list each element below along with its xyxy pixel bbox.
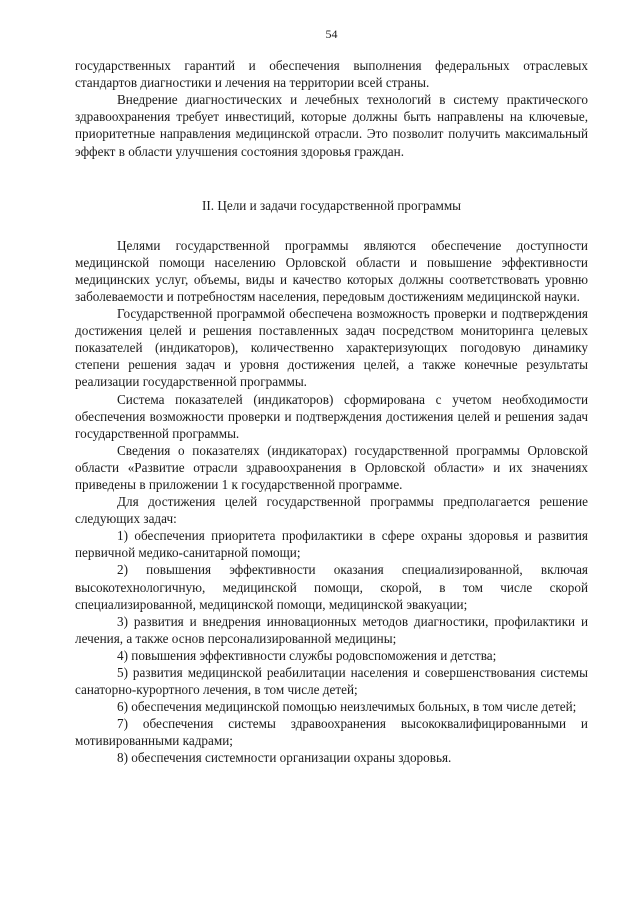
task-item: 1) обеспечения приоритета профилактики в сфере охраны здоровья и развития первичной медико-санитарной помощи; — [75, 528, 588, 561]
task-item: 4) повышения эффективности службы родовспоможения и детства; — [117, 647, 497, 663]
body-paragraph: Целями государственной программы являются обеспечение доступности медицинской помощи населению Орловской области и повышение эффективности медицинских услуг, объемы, виды и качество которых должны соответствовать уровню заболеваемости и потребностям населения, передовым достижениям медицинской науки. — [75, 237, 588, 304]
intro-paragraph: Внедрение диагностических и лечебных технологий в систему практического здравоохранения требует инвестиций, которые должны быть направлены на ключевые, приоритетные направления медицинской отрасли. Это позволит получить максимальный эффект в области улучшения состояния здоровья граждан. — [75, 92, 588, 159]
task-item: 8) обеспечения системности организации охраны здоровья. — [117, 750, 452, 766]
task-item: 7) обеспечения системы здравоохранения высококвалифицированными и мотивированными кадрами; — [75, 716, 588, 749]
task-item: 5) развития медицинской реабилитации населения и совершенствования системы санаторно-курортного лечения, в том числе детей; — [75, 665, 588, 698]
body-paragraph: Для достижения целей государственной программы предполагается решение следующих задач: — [75, 494, 588, 527]
intro-paragraph: государственных гарантий и обеспечения выполнения федеральных отраслевых стандартов диагностики и лечения на территории всей страны. — [75, 58, 588, 91]
task-item: 2) повышения эффективности оказания специализированной, включая высокотехнологичную, медицинской помощи, скорой, в том числе скорой специализированной, медицинской помощи, медицинской эвакуации; — [75, 562, 588, 612]
task-item: 3) развития и внедрения инновационных методов диагностики, профилактики и лечения, а также основ персонализированной медицины; — [75, 613, 588, 646]
body-paragraph: Сведения о показателях (индикаторах) государственной программы Орловской области «Развитие отрасли здравоохранения в Орловской области» и их значениях приведены в приложении 1 к государственной программе. — [75, 442, 588, 492]
body-paragraph: Государственной программой обеспечена возможность проверки и подтверждения достижения целей и решения поставленных задач посредством мониторинга целевых показателей (индикаторов), количественно характеризующих погодовую динамику степени решения задач и уровня достижения целей, а также конечные результаты реализации государственной программы. — [75, 306, 588, 390]
body-paragraph: Система показателей (индикаторов) сформирована с учетом необходимости обеспечения возможности проверки и подтверждения достижения целей и решения задач государственной программы. — [75, 391, 588, 441]
page-number: 54 — [325, 27, 338, 41]
section-title: II. Цели и задачи государственной программы — [201, 197, 462, 213]
task-item: 6) обеспечения медицинской помощью неизлечимых больных, в том числе детей; — [117, 699, 577, 715]
